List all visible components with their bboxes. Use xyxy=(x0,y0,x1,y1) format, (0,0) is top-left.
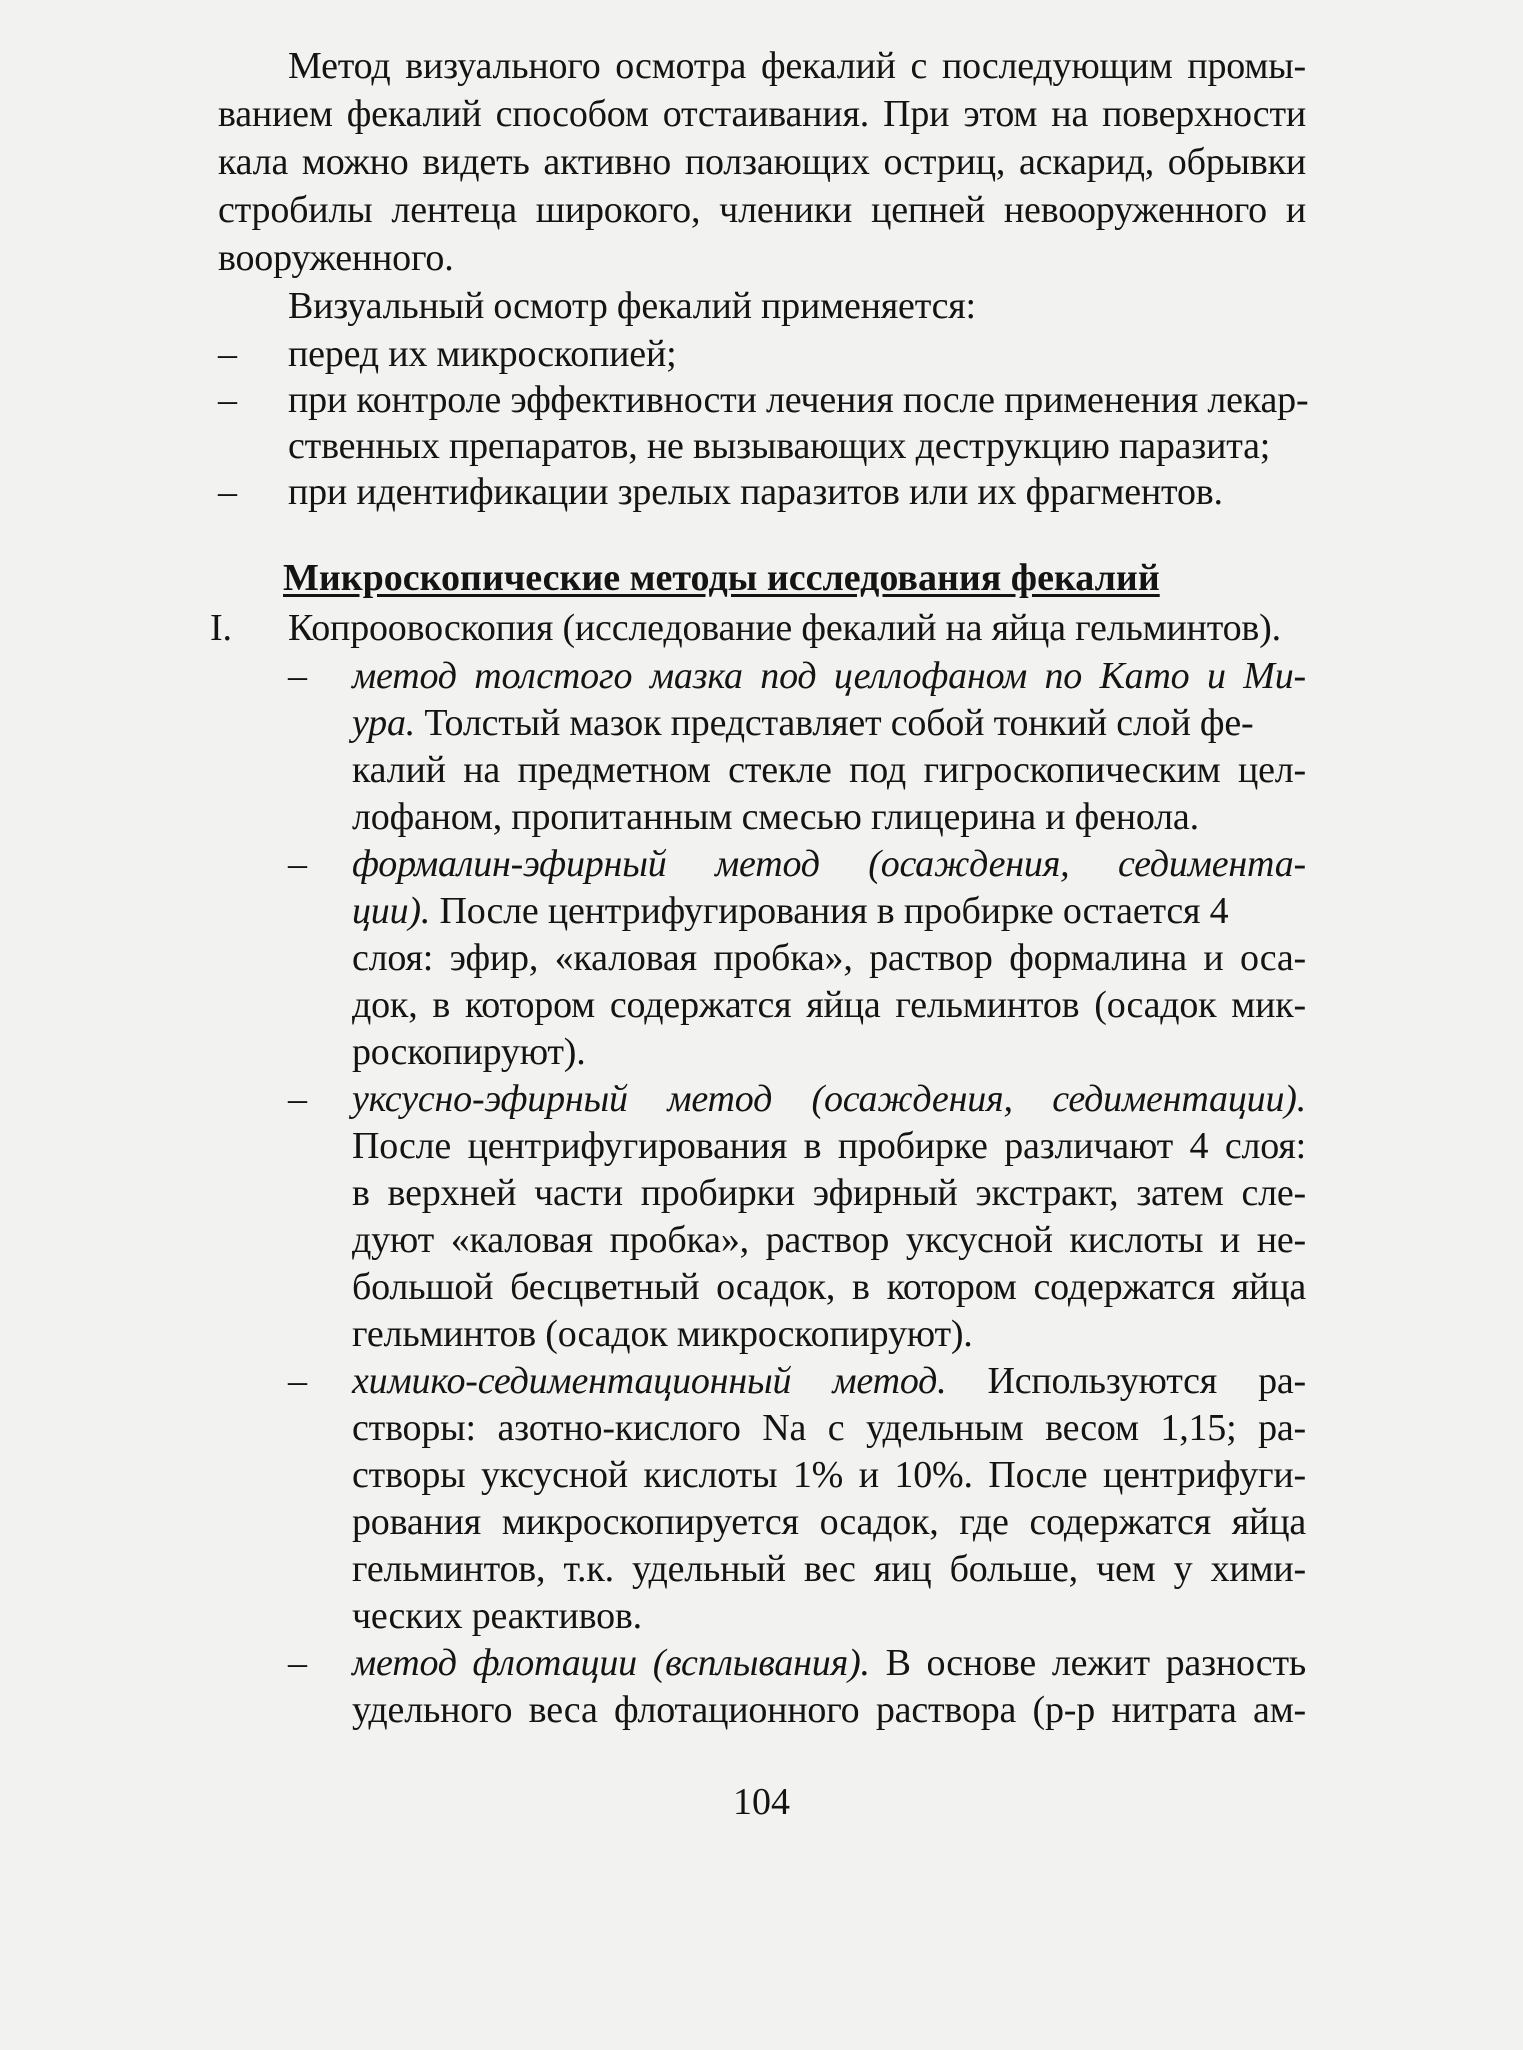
method-name: химико-седиментационный метод. xyxy=(352,1360,947,1402)
paragraph-line: кала можно видеть активно ползающих остриц, аскарид, обрывки xyxy=(218,141,1306,183)
method-text: Используются ра- xyxy=(946,1360,1307,1402)
method-line: слоя: эфир, «каловая пробка», раствор формалина и оса- xyxy=(352,937,1306,979)
method-name: уксусно-эфирный метод (осаждения, седиментации). xyxy=(352,1078,1306,1120)
method-line: в верхней части пробирки эфирный экстракт, затем сле- xyxy=(352,1172,1306,1214)
method-line xyxy=(352,701,1253,745)
method-line: удельного веса флотационного раствора (р-р нитрата ам- xyxy=(352,1689,1306,1731)
method-line: дуют «каловая пробка», раствор уксусной кислоты и не- xyxy=(352,1219,1306,1261)
section-number: I. xyxy=(210,607,232,649)
bullet-item: при контроле эффективности лечения после применения лекар- xyxy=(288,379,1309,421)
method-name: формалин-эфирный метод (осаждения, седимента- xyxy=(352,843,1306,885)
dash-marker: – xyxy=(218,333,237,375)
bullet-item: при идентификации зрелых паразитов или их фрагментов. xyxy=(288,471,1223,513)
method-line: большой бесцветный осадок, в котором содержатся яйца xyxy=(352,1266,1306,1308)
paragraph-line: стробилы лентеца широкого, членики цепней невооруженного и xyxy=(218,189,1306,231)
method-line: После центрифугирования в пробирке различают 4 слоя: xyxy=(352,1125,1306,1167)
method-line: гельминтов, т.к. удельный вес яиц больше, чем у хими- xyxy=(352,1548,1306,1590)
method-line xyxy=(352,1641,1306,1685)
method-name: метод толстого мазка под целлофаном по Като и Ми- xyxy=(352,655,1306,697)
dash-marker: – xyxy=(288,1360,307,1402)
bullet-item-cont: ственных препаратов, не вызывающих деструкцию паразита; xyxy=(288,425,1271,467)
paragraph-line: Метод визуального осмотра фекалий с последующим промы- xyxy=(288,45,1306,87)
paragraph-line: Визуальный осмотр фекалий применяется: xyxy=(288,285,976,327)
dash-marker: – xyxy=(288,655,307,697)
dash-marker: – xyxy=(288,1642,307,1684)
method-line: лофаном, пропитанным смесью глицерина и фенола. xyxy=(352,796,1199,838)
section-heading: Микроскопические методы исследования фекалий xyxy=(283,557,1160,599)
method-line: док, в котором содержатся яйца гельминтов (осадок мик- xyxy=(352,984,1306,1026)
method-name: метод флотации (всплывания). xyxy=(352,1642,870,1684)
page-number: 104 xyxy=(733,1781,790,1823)
method-line: гельминтов (осадок микроскопируют). xyxy=(352,1313,973,1355)
paragraph-line: вооруженного. xyxy=(218,237,454,279)
method-line: створы: азотно-кислого Na с удельным весом 1,15; ра- xyxy=(352,1407,1306,1449)
method-name: ура. xyxy=(352,702,416,744)
method-text: В основе лежит разность xyxy=(869,1642,1306,1684)
paragraph-line: ванием фекалий способом отстаивания. При этом на поверхности xyxy=(218,93,1306,135)
dash-marker: – xyxy=(218,379,237,421)
method-line: створы уксусной кислоты 1% и 10%. После центрифуги- xyxy=(352,1454,1306,1496)
dash-marker: – xyxy=(288,1078,307,1120)
method-text: Толстый мазок представляет собой тонкий слой фе- xyxy=(415,702,1254,744)
method-line: калий на предметном стекле под гигроскопическим цел- xyxy=(352,749,1306,791)
dash-marker: – xyxy=(218,471,237,513)
method-line xyxy=(352,1359,1306,1403)
bullet-item: перед их микроскопией; xyxy=(288,333,677,375)
method-name: ции). xyxy=(352,890,431,932)
method-line: рования микроскопируется осадок, где содержатся яйца xyxy=(352,1501,1306,1543)
method-line xyxy=(352,889,1228,933)
method-line: роскопируют). xyxy=(352,1031,586,1073)
method-text: После центрифугирования в пробирке остается 4 xyxy=(430,890,1229,932)
dash-marker: – xyxy=(288,843,307,885)
method-line: ческих реактивов. xyxy=(352,1595,642,1637)
section-title: Копроовоскопия (исследование фекалий на яйца гельминтов). xyxy=(288,607,1281,649)
